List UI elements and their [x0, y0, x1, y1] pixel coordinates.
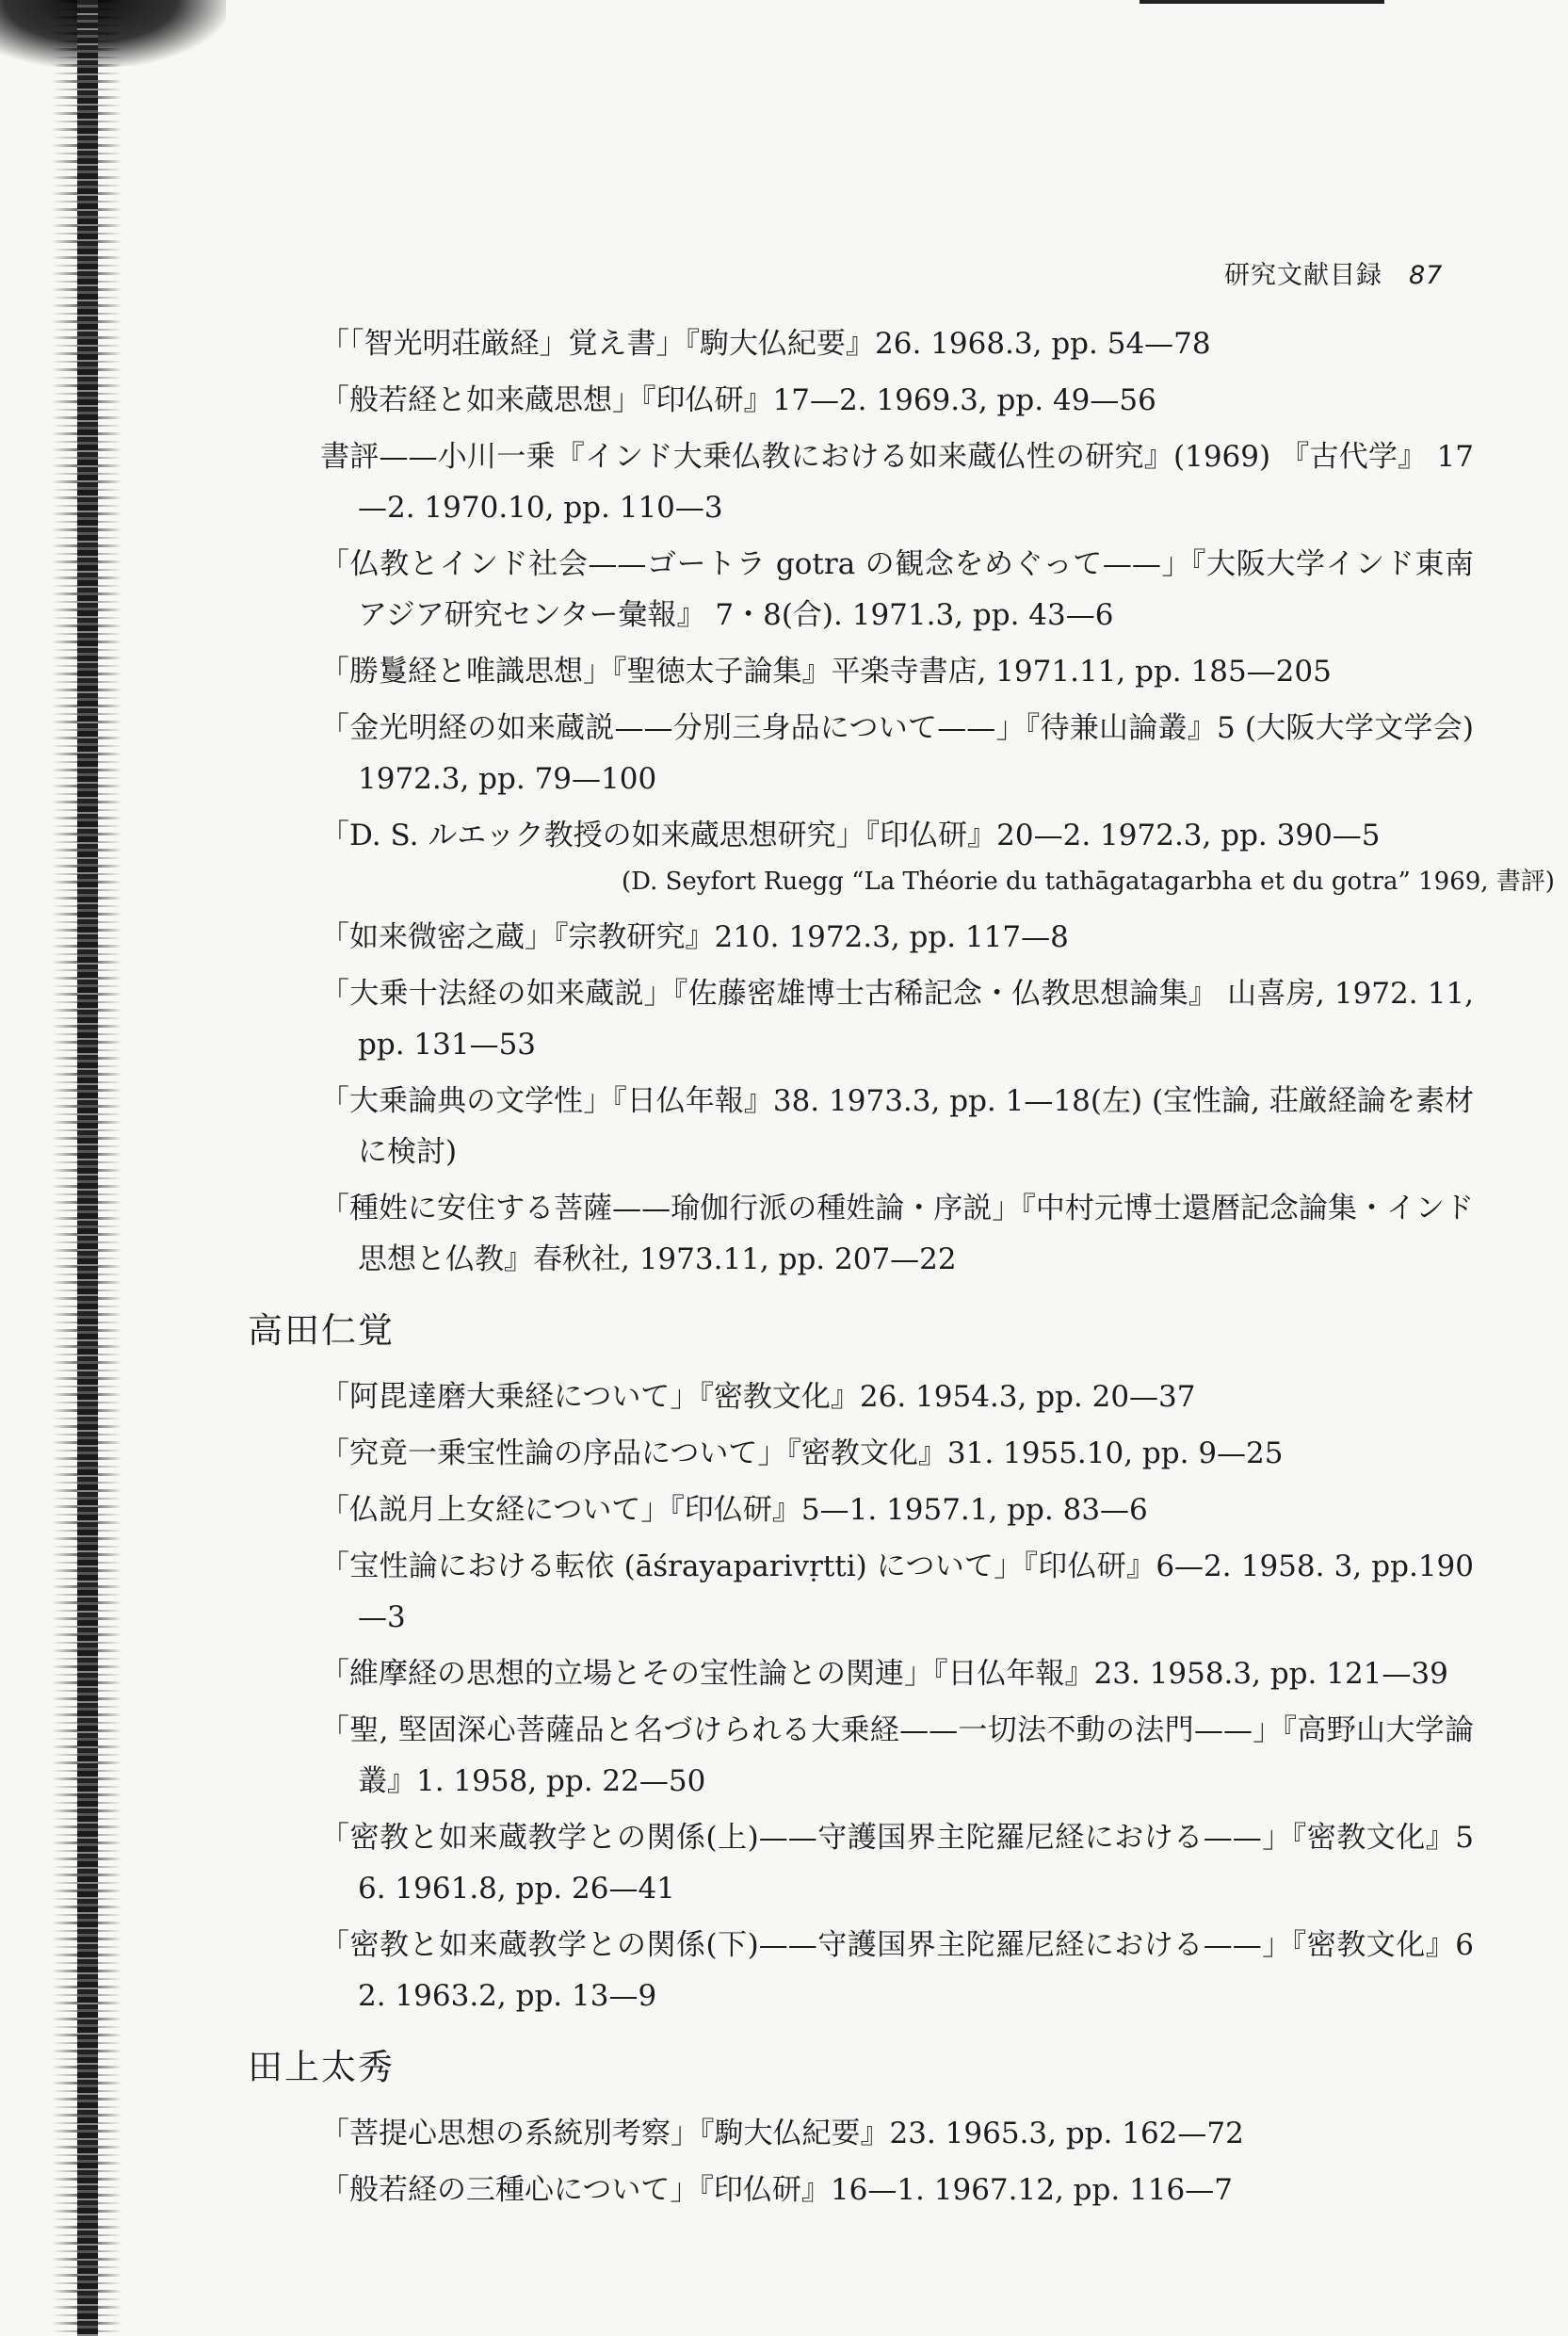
header-title: 研究文献目録 — [1224, 261, 1382, 290]
bibliography-entry: 「般若経の三種心について」『印仏研』16—1. 1967.12, pp. 116—7 — [320, 2173, 1233, 2207]
bibliography-entry: 「如来微密之蔵」『宗教研究』210. 1972.3, pp. 117—8 — [320, 920, 1069, 954]
bibliography-list — [248, 318, 1555, 2229]
bibliography-entry: 「菩提心思想の系統別考察」『駒大仏紀要』23. 1965.3, pp. 162—72 — [320, 2117, 1244, 2150]
top-rule — [1140, 0, 1384, 4]
entry-note: (D. Seyfort Ruegg “La Théorie du tathāgatagarbha et du gotra” 1969, 書評) — [622, 868, 1555, 896]
bibliography-entry: 「「智光明荘厳経」覚え書」『駒大仏紀要』26. 1968.3, pp. 54—78 — [320, 327, 1211, 361]
bibliography-entry: 「密教と如来蔵教学との関係(上)——守護国界主陀羅尼経における——」『密教文化』56. 1961.8, pp. 26—41 — [320, 1821, 1474, 1906]
bibliography-entry: 「種姓に安住する菩薩——瑜伽行派の種姓論・序説」『中村元博士還暦記念論集・インド思想と仏教』春秋社, 1973.11, pp. 207—22 — [320, 1192, 1474, 1276]
bibliography-entry: 「密教と如来蔵教学との関係(下)——守護国界主陀羅尼経における——」『密教文化』62. 1963.2, pp. 13—9 — [320, 1928, 1474, 2013]
bibliography-entry: 「阿毘達磨大乗経について」『密教文化』26. 1954.3, pp. 20—37 — [320, 1380, 1196, 1414]
bibliography-entry: 「仏教とインド社会——ゴートラ gotra の観念をめぐって——」『大阪大学インド東南アジア研究センター彙報』 7・8(合). 1971.3, pp. 43—6 — [320, 547, 1474, 632]
author-heading: 田上太秀 — [248, 2047, 395, 2087]
bibliography-entry: 「仏説月上女経について」『印仏研』5—1. 1957.1, pp. 83—6 — [320, 1493, 1148, 1527]
bibliography-entry: 「金光明経の如来蔵説——分別三身品について——」『待兼山論叢』5 (大阪大学文学会) 1972.3, pp. 79—100 — [320, 711, 1474, 796]
author-section — [250, 1302, 1474, 2021]
page-number: 87 — [1409, 261, 1444, 290]
bibliography-entry: 「聖, 堅固深心菩薩品と名づけられる大乗経——一切法不動の法門——」『高野山大学論叢』1. 1958, pp. 22—50 — [320, 1713, 1474, 1798]
book-binding-edge — [77, 0, 98, 2336]
author-section — [250, 2038, 1474, 2215]
bibliography-entry: 「大乗論典の文学性」『日仏年報』38. 1973.3, pp. 1—18(左) (宝性論, 荘厳経論を素材に検討) — [320, 1084, 1474, 1169]
author-heading: 高田仁覚 — [248, 1310, 395, 1351]
bibliography-entry: 「宝性論における転依 (āśrayaparivṛtti) について」『印仏研』6—2. 1958. 3, pp.190—3 — [320, 1549, 1474, 1634]
bibliography-entry: 「般若経と如来蔵思想」『印仏研』17—2. 1969.3, pp. 49—56 — [320, 383, 1156, 417]
bibliography-entry: 「勝鬘経と唯識思想」『聖徳太子論集』平楽寺書店, 1971.11, pp. 185—205 — [320, 655, 1332, 689]
bibliography-entry: 書評——小川一乗『インド大乗仏教における如来蔵仏性の研究』(1969) 『古代学』 17—2. 1970.10, pp. 110—3 — [320, 440, 1474, 525]
author-section — [250, 318, 1555, 1285]
bibliography-entry: 「大乗十法経の如来蔵説」『佐藤密雄博士古稀記念・仏教思想論集』 山喜房, 1972. 11, pp. 131—53 — [320, 977, 1474, 1062]
bibliography-entry: 「D. S. ルエック教授の如来蔵思想研究」『印仏研』20—2. 1972.3, pp. 390—5 — [320, 819, 1381, 852]
bibliography-entry: 「究竟一乗宝性論の序品について」『密教文化』31. 1955.10, pp. 9—25 — [320, 1436, 1284, 1470]
bibliography-entry: 「維摩経の思想的立場とその宝性論との関連」『日仏年報』23. 1958.3, pp. 121—39 — [320, 1657, 1448, 1691]
running-header — [1224, 254, 1443, 291]
